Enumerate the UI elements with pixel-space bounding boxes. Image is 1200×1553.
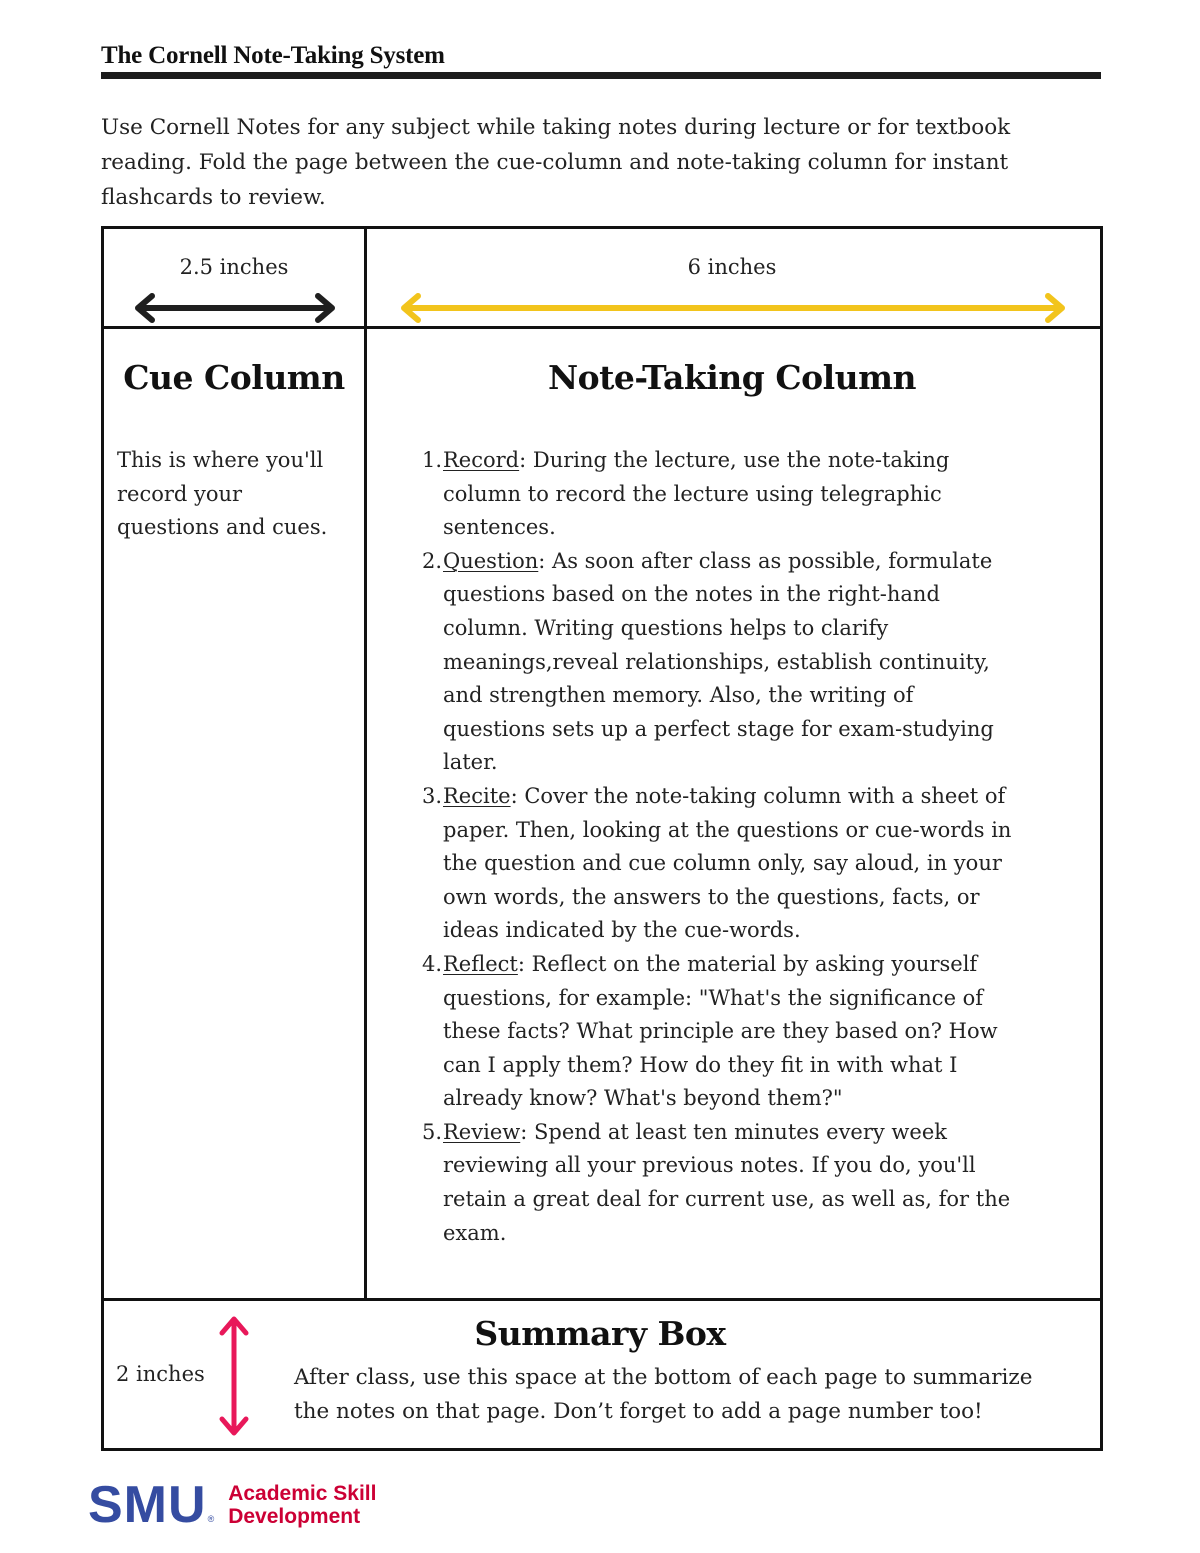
step-term: Recite [443,783,511,808]
cue-width-label: 2.5 inches [179,255,289,279]
step-term: Question [443,548,539,573]
step-number: 5. [421,1119,442,1144]
summary-divider [101,1298,1101,1301]
step-line: : As soon after class as possible, formulate [538,548,993,573]
step-line: : During the lecture, use the note-taking [519,448,950,472]
step-number: 4. [421,951,442,976]
step-term: Reflect [443,951,518,976]
step-line: retain a great deal for current use, as well as, for the [443,1187,1011,1212]
step-line: column to record the lecture using telegraphic [443,481,942,506]
step-line: can I apply them? How do they fit in with what I [443,1052,958,1077]
step-line: : Reflect on the material by asking yourself [517,951,978,976]
step-line: and strengthen memory. Also, the writing of [443,683,914,708]
step-question [410,545,1082,780]
smu-logo-mark: SMU [88,1476,207,1534]
notes-width-label: 6 inches [687,255,777,279]
step-recite [410,780,1082,948]
intro-paragraph [101,110,1091,215]
smu-academic-skill-logo [88,1476,377,1534]
note-taking-steps [410,444,1082,1250]
double-arrow-vertical-pink-icon [216,1313,252,1439]
step-record [410,444,1082,545]
step-line: the question and cue column only, say aloud, in your [443,851,1002,876]
double-arrow-horizontal-black-icon [130,290,340,326]
step-number: 3. [421,783,442,808]
cue-line: questions and cues. [117,515,328,539]
intro-line: reading. Fold the page between the cue-column and note-taking column for instant [101,150,1009,175]
summary-box-heading: Summary Box [474,1314,726,1353]
step-line: paper. Then, looking at the questions or cue-words in [443,817,1012,842]
step-number: 1. [421,448,442,472]
step-line: : Cover the note-taking column with a sheet of [510,783,1006,808]
step-line: questions, for example: "What's the significance of [443,985,984,1010]
step-line: meanings,reveal relationships, establish continuity, [443,649,990,674]
double-arrow-horizontal-yellow-icon [396,290,1070,326]
step-line: later. [443,750,498,775]
cue-column-description [117,444,357,545]
logo-line: Development [228,1505,361,1528]
intro-line: Use Cornell Notes for any subject while taking notes during lecture or for textbook [101,115,1011,140]
dimension-row-divider [101,326,1101,329]
summary-description [294,1361,1084,1429]
logo-line: Academic Skill [228,1482,377,1505]
step-line: already know? What's beyond them?" [443,1086,843,1111]
step-line: : Spend at least ten minutes every week [520,1119,947,1144]
summary-height-label: 2 inches [116,1362,205,1386]
step-line: ideas indicated by the cue-words. [443,918,801,943]
step-line: reviewing all your previous notes. If you do, you'll [443,1153,976,1178]
step-number: 2. [421,548,442,573]
note-taking-column-heading: Note-Taking Column [547,358,917,397]
summary-line: After class, use this space at the bottom of each page to summarize [294,1365,1033,1390]
intro-line: flashcards to review. [101,185,326,210]
page-title: The Cornell Note-Taking System [101,42,445,69]
step-line: questions based on the notes in the right-hand [443,582,940,607]
step-term: Record [443,448,520,472]
step-review [410,1116,1082,1250]
step-line: questions sets up a perfect stage for exam-studying [443,716,994,741]
step-line: these facts? What principle are they based on? How [443,1019,998,1044]
step-line: exam. [443,1220,507,1245]
cue-column-heading: Cue Column [123,358,345,397]
step-line: sentences. [443,515,556,540]
cue-line: record your [117,481,243,506]
logo-department-text [228,1482,376,1528]
step-reflect [410,948,1082,1116]
step-term: Review [443,1119,521,1144]
step-line: column. Writing questions helps to clarify [443,615,889,640]
title-rule [101,72,1101,79]
step-line: own words, the answers to the questions, facts, or [443,884,980,909]
registered-mark: ® [207,1514,215,1524]
summary-line: the notes on that page. Don’t forget to add a page number too! [294,1399,983,1424]
cue-line: This is where you'll [117,448,324,472]
